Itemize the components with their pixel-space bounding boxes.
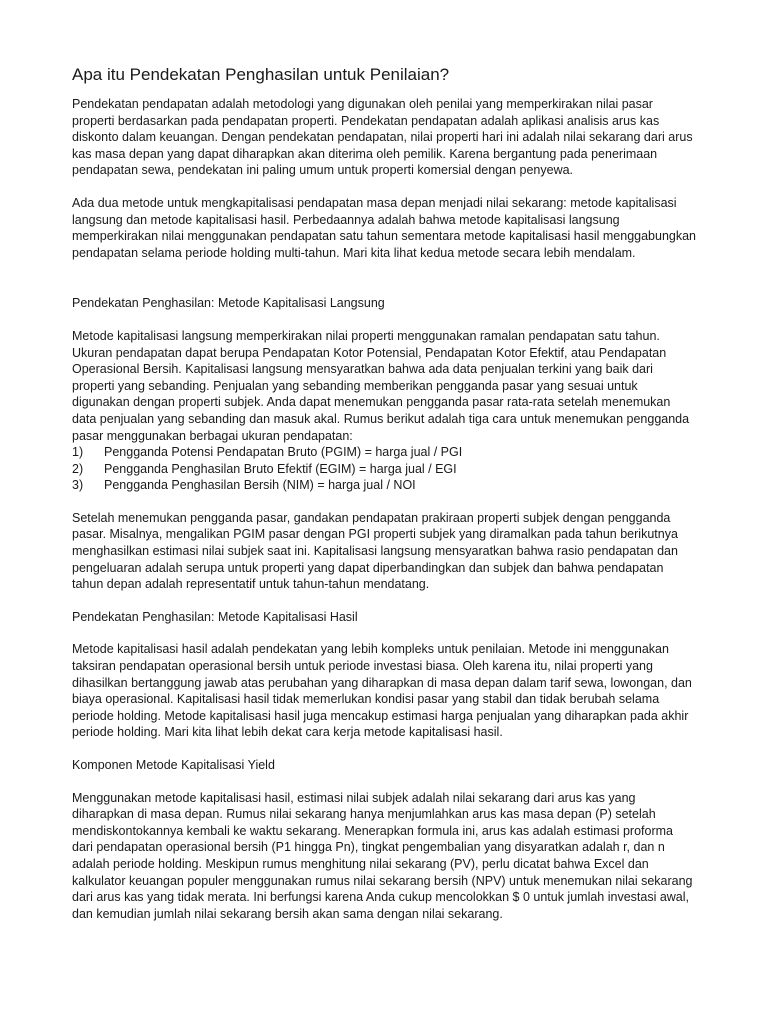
direct-cap-paragraph-1: Metode kapitalisasi langsung memperkirakan nilai properti menggunakan ramalan pendapatan satu tahun. Ukuran pendapatan dapat berupa Pendapatan Kotor Potensial, Pendapatan Kotor Efektif, atau Pendapatan Operasional Bersih. Kapitalisasi langsung mensyaratkan bahwa ada data penjualan terkini yang baik dari properti yang sebanding. Penjualan yang sebanding memberikan pengganda pasar yang sesuai untuk digunakan dengan properti subjek. Anda dapat menemukan pengganda pasar rata-rata setelah menemukan data penjualan yang sebanding dan masuk akal. Rumus berikut adalah tiga cara untuk menemukan pengganda pasar menggunakan berbagai ukuran pendapatan: <box>72 328 690 443</box>
intro-paragraph-2: Ada dua metode untuk mengkapitalisasi pendapatan masa depan menjadi nilai sekarang: metode kapitalisasi langsung dan metode kapitalisasi hasil. Perbedaannya adalah bahwa metode kapitalisasi langsung memperkirakan nilai menggunakan pendapatan satu tahun sementara metode kapitalisasi hasil menggabungkan pendapatan selama periode holding multi-tahun. Mari kita lihat kedua metode secara lebih mendalam. <box>72 195 697 260</box>
spacer <box>72 741 696 757</box>
yield-components-paragraph-1: Menggunakan metode kapitalisasi hasil, estimasi nilai subjek adalah nilai sekarang dari arus kas yang diharapkan di masa depan. Rumus nilai sekarang hanya menjumlahkan arus kas masa depan (P) setelah mendiskontokannya kembali ke waktu sekarang. Menerapkan formula ini, arus kas adalah estimasi proforma dari pendapatan operasional bersih (P1 hingga Pn), tingkat pengembalian yang disyaratkan adalah r, dan n adalah periode holding. Meskipun rumus menghitung nilai sekarang (PV), perlu dicatat bahwa Excel dan kalkulator keuangan populer menggunakan rumus nilai sekarang bersih (NPV) untuk menemukan nilai sekarang dari arus kas yang tidak merata. Ini berfungsi karena Anda cukup mencolokkan $ 0 untuk jumlah investasi awal, dan kemudian jumlah nilai sekarang bersih akan sama dengan nilai sekarang. <box>72 790 693 921</box>
spacer <box>72 312 696 328</box>
spacer <box>72 593 696 609</box>
spacer <box>72 774 696 790</box>
direct-cap-paragraph-2: Setelah menemukan pengganda pasar, gandakan pendapatan prakiraan properti subjek dengan pengganda pasar. Misalnya, mengalikan PGIM pasar dengan PGI properti subjek yang diramalkan pada tahun berikutnya menghasilkan estimasi nilai subjek saat ini. Kapitalisasi langsung mensyaratkan bahwa rasio pendapatan dan pengeluaran adalah serupa untuk properti yang dapat diperbandingkan dan subjek dan bahwa pendapatan tahun depan adalah representatif untuk tahun-tahun mendatang. <box>72 510 678 592</box>
document-page <box>72 64 696 922</box>
list-item <box>72 461 696 478</box>
multiplier-formula-list <box>72 444 696 494</box>
document-title: Apa itu Pendekatan Penghasilan untuk Penilaian? <box>72 65 450 84</box>
list-item-text: Pengganda Penghasilan Bruto Efektif (EGIM) = harga jual / EGI <box>104 461 457 476</box>
section-heading-yield-components: Komponen Metode Kapitalisasi Yield <box>72 758 275 772</box>
spacer <box>72 179 696 195</box>
yield-cap-paragraph-1: Metode kapitalisasi hasil adalah pendekatan yang lebih kompleks untuk penilaian. Metode ini menggunakan taksiran pendapatan operasional bersih untuk periode investasi biasa. Oleh karena itu, nilai properti yang dihasilkan bertanggung jawab atas perubahan yang diharapkan di masa depan dalam tarif sewa, lowongan, dan biaya operasional. Kapitalisasi hasil tidak memerlukan kondisi pasar yang stabil dan tidak berubah selama periode holding. Metode kapitalisasi hasil juga mencakup estimasi harga penjualan yang diharapkan pada akhir periode holding. Mari kita lihat lebih dekat cara kerja metode kapitalisasi hasil. <box>72 642 692 740</box>
spacer <box>72 261 696 295</box>
spacer <box>72 494 696 510</box>
spacer <box>72 625 696 641</box>
intro-paragraph-1: Pendekatan pendapatan adalah metodologi yang digunakan oleh penilai yang memperkirakan nilai pasar properti berdasarkan pada pendapatan properti. Pendekatan pendapatan adalah aplikasi analisis arus kas diskonto dalam keuangan. Dengan pendekatan pendapatan, nilai properti hari ini adalah nilai sekarang dari arus kas masa depan yang dapat diharapkan akan diterima oleh pemilik. Karena bergantung pada penerimaan pendapatan sewa, pendekatan ini paling umum untuk properti komersial dengan penyewa. <box>72 97 693 178</box>
list-item <box>72 477 696 494</box>
section-heading-direct-cap: Pendekatan Penghasilan: Metode Kapitalisasi Langsung <box>72 296 385 311</box>
list-item <box>72 444 696 461</box>
list-item-text: Pengganda Penghasilan Bersih (NIM) = harga jual / NOI <box>104 478 416 493</box>
section-heading-yield-cap: Pendekatan Penghasilan: Metode Kapitalisasi Hasil <box>72 609 358 624</box>
list-item-number: 2) <box>72 461 84 476</box>
list-item-number: 3) <box>72 478 84 493</box>
list-item-text: Pengganda Potensi Pendapatan Bruto (PGIM) = harga jual / PGI <box>104 445 463 460</box>
list-item-number: 1) <box>72 445 84 460</box>
